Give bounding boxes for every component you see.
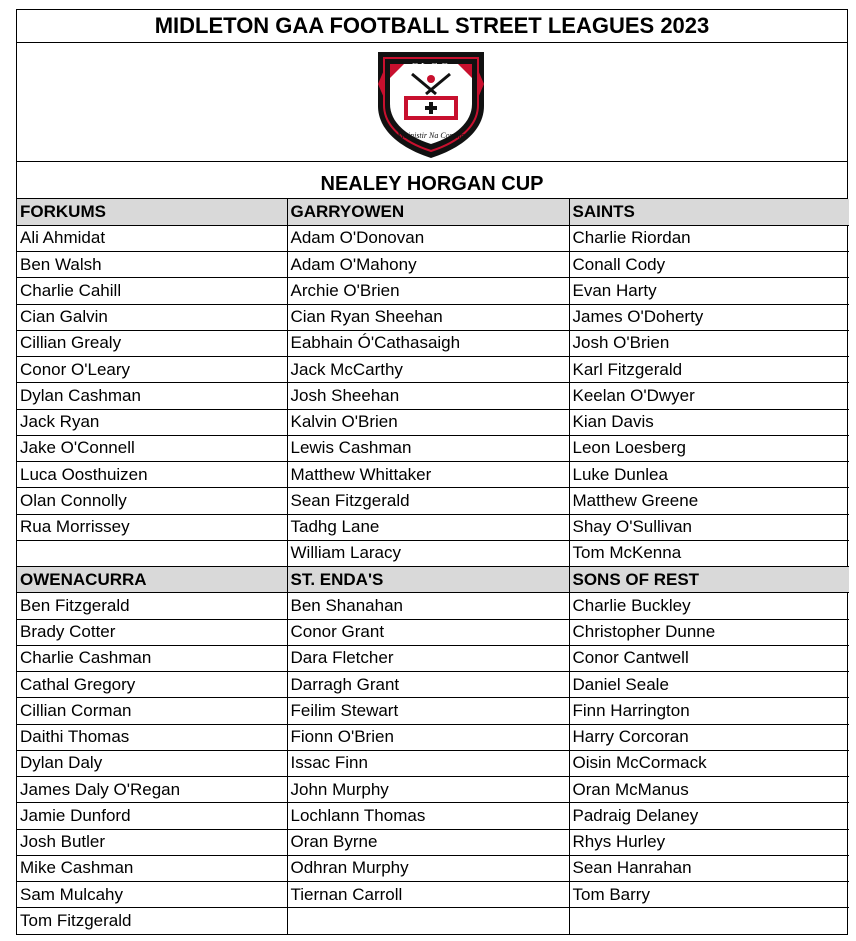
player-name: Dylan Daly: [17, 750, 287, 776]
player-row: [17, 540, 849, 566]
player-name: Ben Shanahan: [287, 593, 569, 619]
player-name: Jack McCarthy: [287, 357, 569, 383]
player-row: [17, 593, 849, 619]
player-name: Charlie Buckley: [569, 593, 849, 619]
player-name: Daithi Thomas: [17, 724, 287, 750]
player-name: Brady Cotter: [17, 619, 287, 645]
player-name: Cillian Grealy: [17, 330, 287, 356]
player-name: Odhran Murphy: [287, 855, 569, 881]
player-name: Oran Byrne: [287, 829, 569, 855]
player-name: Luca Oosthuizen: [17, 462, 287, 488]
player-name: Dara Fletcher: [287, 645, 569, 671]
player-name: Sean Fitzgerald: [287, 488, 569, 514]
player-name: [287, 908, 569, 934]
player-row: [17, 488, 849, 514]
player-name: [569, 908, 849, 934]
player-name: Dylan Cashman: [17, 383, 287, 409]
team-header-row: [17, 567, 849, 593]
player-name: Conall Cody: [569, 252, 849, 278]
team-name: ST. ENDA'S: [287, 567, 569, 593]
player-name: Archie O'Brien: [287, 278, 569, 304]
player-name: Rua Morrissey: [17, 514, 287, 540]
player-row: [17, 672, 849, 698]
player-name: Kalvin O'Brien: [287, 409, 569, 435]
player-name: Tom Barry: [569, 882, 849, 908]
player-name: Oisin McCormack: [569, 750, 849, 776]
player-row: [17, 829, 849, 855]
player-name: Karl Fitzgerald: [569, 357, 849, 383]
player-name: Daniel Seale: [569, 672, 849, 698]
player-name: Christopher Dunne: [569, 619, 849, 645]
player-row: [17, 357, 849, 383]
player-name: Darragh Grant: [287, 672, 569, 698]
crest-bottom-text: Mainistir Na Corann: [397, 131, 465, 140]
player-row: [17, 462, 849, 488]
roster-table: [17, 199, 849, 934]
player-name: Josh Sheehan: [287, 383, 569, 409]
player-row: [17, 304, 849, 330]
player-name: Matthew Whittaker: [287, 462, 569, 488]
player-name: Olan Connolly: [17, 488, 287, 514]
player-row: [17, 435, 849, 461]
player-name: Cillian Corman: [17, 698, 287, 724]
player-name: Cian Galvin: [17, 304, 287, 330]
player-row: [17, 514, 849, 540]
page-title: MIDLETON GAA FOOTBALL STREET LEAGUES 2023: [17, 10, 847, 43]
player-name: Ali Ahmidat: [17, 225, 287, 251]
player-name: Harry Corcoran: [569, 724, 849, 750]
player-name: Evan Harty: [569, 278, 849, 304]
player-name: Rhys Hurley: [569, 829, 849, 855]
player-name: Adam O'Mahony: [287, 252, 569, 278]
player-name: Luke Dunlea: [569, 462, 849, 488]
player-row: [17, 330, 849, 356]
crest-top-text: C.L.C.G.: [410, 61, 452, 73]
player-name: Keelan O'Dwyer: [569, 383, 849, 409]
cup-title: NEALEY HORGAN CUP: [17, 162, 847, 199]
player-name: Sam Mulcahy: [17, 882, 287, 908]
player-name: Finn Harrington: [569, 698, 849, 724]
player-row: [17, 698, 849, 724]
player-name: Charlie Cahill: [17, 278, 287, 304]
club-crest-logo: [374, 48, 488, 160]
player-name: Adam O'Donovan: [287, 225, 569, 251]
player-name: Cathal Gregory: [17, 672, 287, 698]
player-name: Lewis Cashman: [287, 435, 569, 461]
player-name: Ben Fitzgerald: [17, 593, 287, 619]
roster-body: [17, 199, 849, 934]
player-name: Jake O'Connell: [17, 435, 287, 461]
logo-row: [17, 43, 847, 162]
player-name: John Murphy: [287, 777, 569, 803]
player-row: [17, 278, 849, 304]
player-row: [17, 409, 849, 435]
player-name: Charlie Riordan: [569, 225, 849, 251]
team-name: SONS OF REST: [569, 567, 849, 593]
player-name: Sean Hanrahan: [569, 855, 849, 881]
player-row: [17, 383, 849, 409]
player-name: Issac Finn: [287, 750, 569, 776]
player-name: Feilim Stewart: [287, 698, 569, 724]
player-name: Padraig Delaney: [569, 803, 849, 829]
player-name: William Laracy: [287, 540, 569, 566]
player-name: Fionn O'Brien: [287, 724, 569, 750]
player-row: [17, 750, 849, 776]
player-name: Eabhain Ó'Cathasaigh: [287, 330, 569, 356]
player-name: Lochlann Thomas: [287, 803, 569, 829]
player-name: Matthew Greene: [569, 488, 849, 514]
player-name: Tadhg Lane: [287, 514, 569, 540]
player-name: Conor O'Leary: [17, 357, 287, 383]
player-name: Josh Butler: [17, 829, 287, 855]
player-row: [17, 777, 849, 803]
player-row: [17, 855, 849, 881]
player-name: Josh O'Brien: [569, 330, 849, 356]
player-name: Jack Ryan: [17, 409, 287, 435]
player-name: Tom Fitzgerald: [17, 908, 287, 934]
player-row: [17, 619, 849, 645]
player-name: James O'Doherty: [569, 304, 849, 330]
player-name: Jamie Dunford: [17, 803, 287, 829]
player-name: Conor Grant: [287, 619, 569, 645]
player-name: Kian Davis: [569, 409, 849, 435]
player-name: [17, 540, 287, 566]
player-name: Charlie Cashman: [17, 645, 287, 671]
player-row: [17, 252, 849, 278]
team-name: GARRYOWEN: [287, 199, 569, 225]
player-name: Conor Cantwell: [569, 645, 849, 671]
player-row: [17, 908, 849, 934]
player-name: Tiernan Carroll: [287, 882, 569, 908]
player-name: Shay O'Sullivan: [569, 514, 849, 540]
player-name: Oran McManus: [569, 777, 849, 803]
player-name: Leon Loesberg: [569, 435, 849, 461]
player-row: [17, 882, 849, 908]
team-header-row: [17, 199, 849, 225]
roster-sheet: [16, 9, 848, 935]
team-name: SAINTS: [569, 199, 849, 225]
player-name: Tom McKenna: [569, 540, 849, 566]
team-name: FORKUMS: [17, 199, 287, 225]
player-row: [17, 225, 849, 251]
player-row: [17, 724, 849, 750]
player-name: Mike Cashman: [17, 855, 287, 881]
player-name: Ben Walsh: [17, 252, 287, 278]
player-name: James Daly O'Regan: [17, 777, 287, 803]
player-name: Cian Ryan Sheehan: [287, 304, 569, 330]
team-name: OWENACURRA: [17, 567, 287, 593]
player-row: [17, 803, 849, 829]
player-row: [17, 645, 849, 671]
